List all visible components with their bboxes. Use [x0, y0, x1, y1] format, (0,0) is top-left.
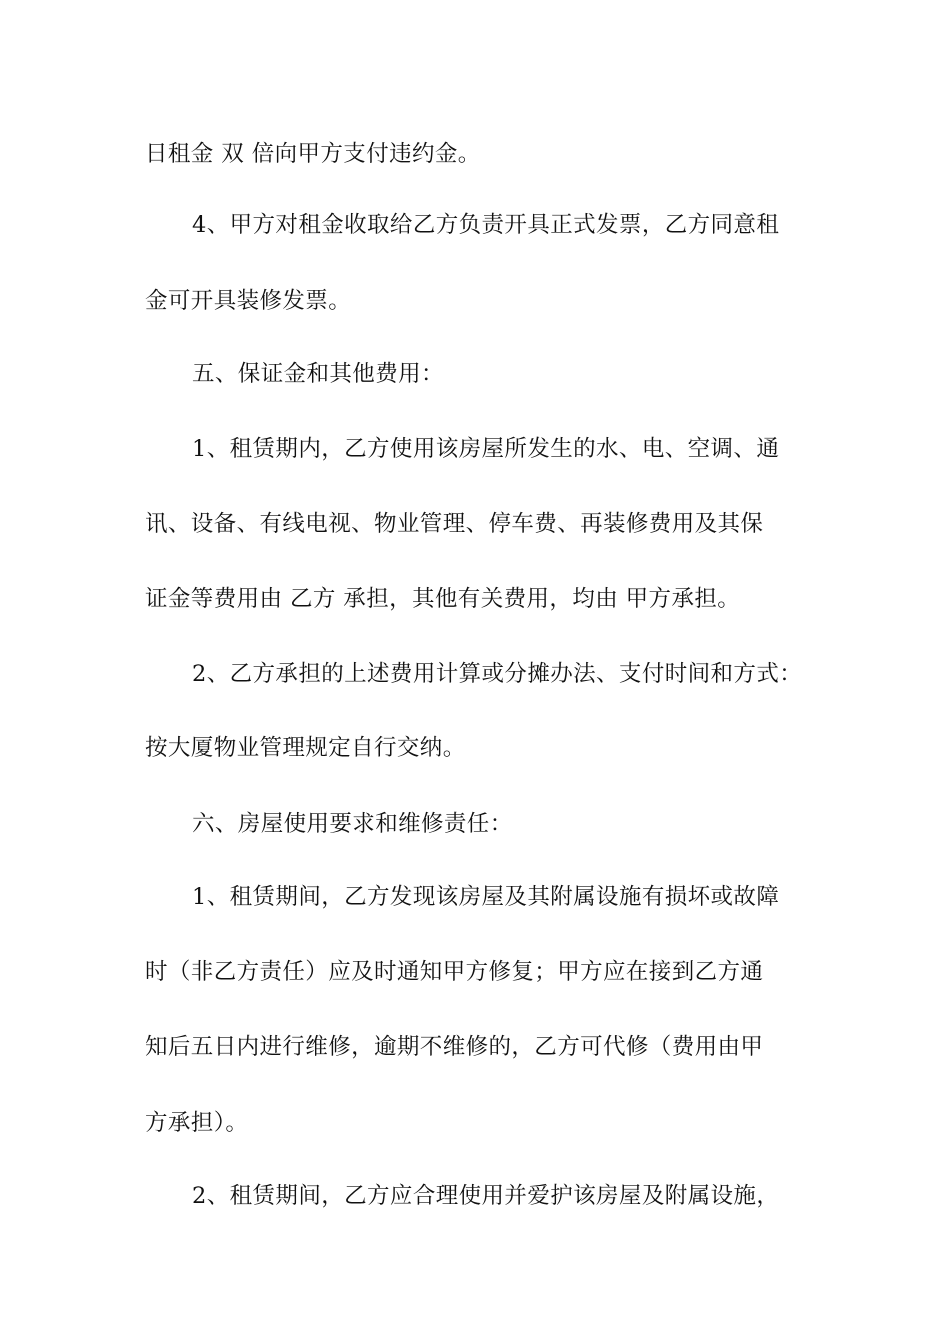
text-line: 金可开具装修发票。: [145, 288, 352, 314]
section-heading: 六、房屋使用要求和维修责任：: [192, 811, 513, 837]
text-line: 日租金 双 倍向甲方支付违约金。: [145, 141, 481, 167]
text-line: 2、乙方承担的上述费用计算或分摊办法、支付时间和方式：: [192, 661, 803, 687]
section-heading: 五、保证金和其他费用：: [192, 361, 444, 387]
text-line: 4、甲方对租金收取给乙方负责开具正式发票，乙方同意租: [192, 212, 780, 238]
text-line: 按大厦物业管理规定自行交纳。: [145, 735, 466, 761]
text-line: 1、租赁期内，乙方使用该房屋所发生的水、电、空调、通: [192, 436, 780, 462]
text-line: 知后五日内进行维修，逾期不维修的，乙方可代修（费用由甲: [145, 1034, 764, 1060]
text-line: 方承担）。: [145, 1110, 249, 1136]
text-line: 证金等费用由 乙方 承担，其他有关费用，均由 甲方承担。: [145, 586, 741, 612]
text-line: 时（非乙方责任）应及时通知甲方修复；甲方应在接到乙方通: [145, 959, 764, 985]
text-line: 2、租赁期间，乙方应合理使用并爱护该房屋及附属设施，: [192, 1183, 780, 1209]
text-line: 讯、设备、有线电视、物业管理、停车费、再装修费用及其保: [145, 511, 764, 537]
text-line: 1、租赁期间，乙方发现该房屋及其附属设施有损坏或故障: [192, 884, 780, 910]
